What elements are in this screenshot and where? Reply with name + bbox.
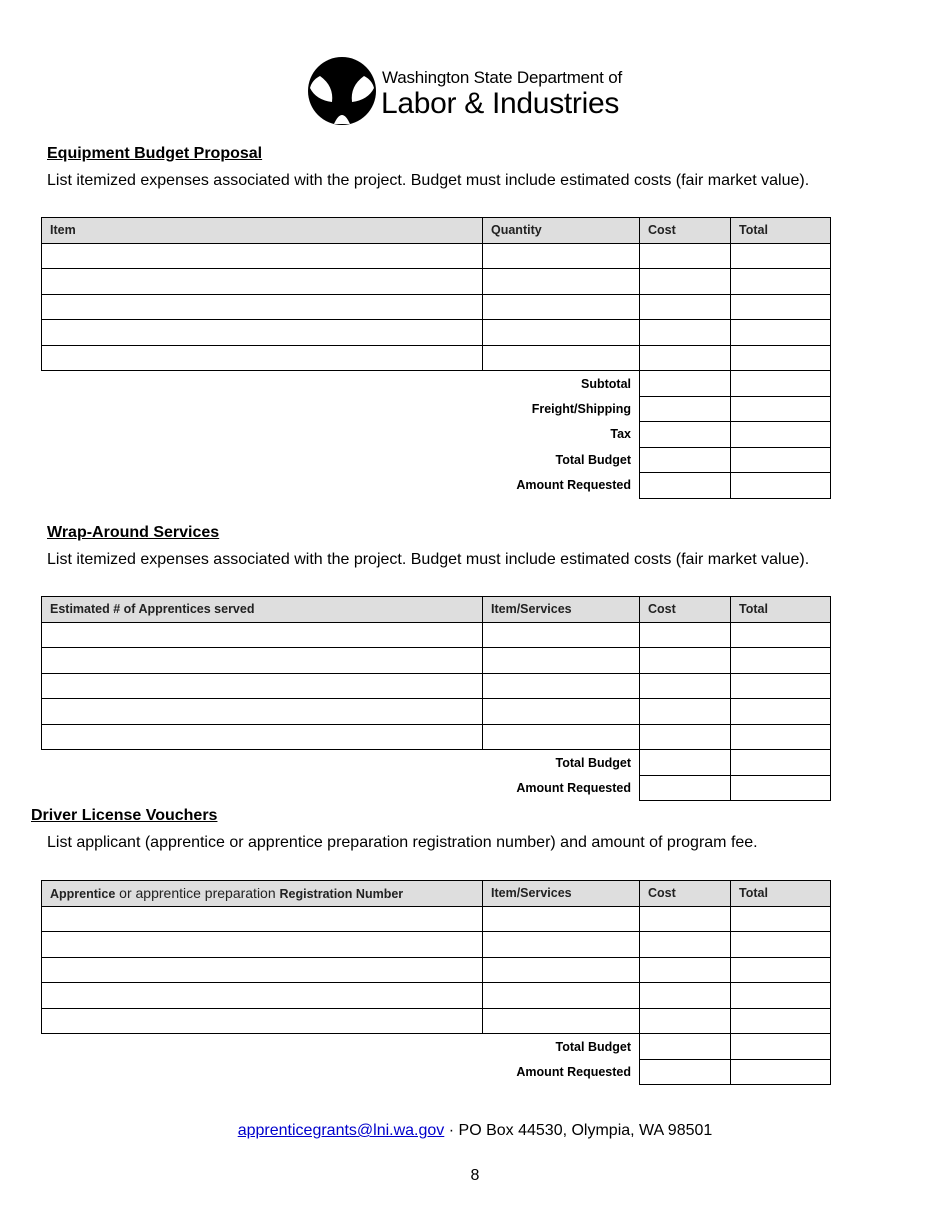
- total-cell[interactable]: [731, 422, 831, 448]
- registration-cell[interactable]: [42, 1008, 483, 1034]
- header-part: Registration Number: [279, 887, 404, 902]
- cost-cell[interactable]: [640, 775, 731, 801]
- quantity-cell[interactable]: [483, 320, 640, 346]
- equipment-budget-instructions: List itemized expenses associated with the project. Budget must include estimated costs (fair market value).: [47, 172, 810, 189]
- cost-cell[interactable]: [640, 320, 731, 346]
- cost-cell[interactable]: [640, 345, 731, 371]
- table-row: [42, 673, 831, 699]
- cost-cell[interactable]: [640, 1059, 731, 1085]
- summary-row: [42, 750, 831, 776]
- lni-logo: [306, 56, 623, 126]
- column-header-item-services: Item/Services: [483, 597, 640, 623]
- item-services-cell[interactable]: [483, 673, 640, 699]
- quantity-cell[interactable]: [483, 294, 640, 320]
- cost-cell[interactable]: [640, 906, 731, 932]
- column-header-item: Item: [42, 218, 483, 244]
- cost-cell[interactable]: [640, 371, 731, 397]
- item-services-cell[interactable]: [483, 699, 640, 725]
- table-row: [42, 243, 831, 269]
- item-services-cell[interactable]: [483, 957, 640, 983]
- cost-cell[interactable]: [640, 724, 731, 750]
- total-cell[interactable]: [731, 447, 831, 473]
- item-cell[interactable]: [42, 269, 483, 295]
- equipment-budget-title: Equipment Budget Proposal: [47, 145, 263, 162]
- column-header-registration-number: [42, 881, 483, 907]
- total-cell[interactable]: [731, 1034, 831, 1060]
- summary-row: [42, 371, 831, 397]
- table-header-row: [42, 881, 831, 907]
- cost-cell[interactable]: [640, 447, 731, 473]
- cost-cell[interactable]: [640, 294, 731, 320]
- wrap-around-title: Wrap-Around Services: [47, 524, 220, 541]
- item-services-cell[interactable]: [483, 906, 640, 932]
- total-cell[interactable]: [731, 269, 831, 295]
- apprentices-cell[interactable]: [42, 673, 483, 699]
- item-services-cell[interactable]: [483, 1008, 640, 1034]
- total-cell[interactable]: [731, 724, 831, 750]
- total-cell[interactable]: [731, 699, 831, 725]
- footer-contact: [0, 1122, 950, 1140]
- summary-row: [42, 396, 831, 422]
- cost-cell[interactable]: [640, 622, 731, 648]
- column-header-cost: Cost: [640, 597, 731, 623]
- item-cell[interactable]: [42, 243, 483, 269]
- table-row: [42, 932, 831, 958]
- total-cell[interactable]: [731, 750, 831, 776]
- summary-label-amount-requested: Amount Requested: [516, 478, 631, 493]
- cost-cell[interactable]: [640, 396, 731, 422]
- summary-row: [42, 422, 831, 448]
- registration-cell[interactable]: [42, 906, 483, 932]
- cost-cell[interactable]: [640, 269, 731, 295]
- item-services-cell[interactable]: [483, 724, 640, 750]
- registration-cell[interactable]: [42, 932, 483, 958]
- logo-line1: Washington State Department of: [382, 68, 623, 87]
- driver-license-table: [41, 880, 831, 1085]
- wrap-around-table: [41, 596, 831, 801]
- summary-row: [42, 473, 831, 499]
- cost-cell[interactable]: [640, 750, 731, 776]
- equipment-budget-table: [41, 217, 831, 499]
- column-header-cost: Cost: [640, 218, 731, 244]
- apprentices-cell[interactable]: [42, 699, 483, 725]
- logo-line2: Labor & Industries: [381, 87, 620, 120]
- summary-row: [42, 1059, 831, 1085]
- header-part: Apprentice: [50, 887, 116, 902]
- cost-cell[interactable]: [640, 1008, 731, 1034]
- table-row: [42, 320, 831, 346]
- total-cell[interactable]: [731, 673, 831, 699]
- column-header-apprentices-served: Estimated # of Apprentices served: [42, 597, 483, 623]
- cost-cell[interactable]: [640, 699, 731, 725]
- cost-cell[interactable]: [640, 243, 731, 269]
- total-cell[interactable]: [731, 775, 831, 801]
- table-row: [42, 699, 831, 725]
- cost-cell[interactable]: [640, 422, 731, 448]
- apprentices-cell[interactable]: [42, 622, 483, 648]
- summary-label-amount-requested: Amount Requested: [516, 1064, 631, 1079]
- table-row: [42, 724, 831, 750]
- total-cell[interactable]: [731, 371, 831, 397]
- total-cell[interactable]: [731, 345, 831, 371]
- cost-cell[interactable]: [640, 473, 731, 499]
- total-cell[interactable]: [731, 622, 831, 648]
- item-cell[interactable]: [42, 345, 483, 371]
- page-number: 8: [470, 1167, 480, 1184]
- column-header-total: Total: [731, 881, 831, 907]
- table-row: [42, 906, 831, 932]
- summary-label-amount-requested: Amount Requested: [516, 780, 631, 795]
- cost-cell[interactable]: [640, 957, 731, 983]
- summary-row: [42, 775, 831, 801]
- total-cell[interactable]: [731, 320, 831, 346]
- registration-cell[interactable]: [42, 957, 483, 983]
- table-row: [42, 648, 831, 674]
- column-header-total: Total: [731, 597, 831, 623]
- item-services-cell[interactable]: [483, 648, 640, 674]
- driver-license-title: Driver License Vouchers: [31, 807, 218, 824]
- item-cell[interactable]: [42, 294, 483, 320]
- item-services-cell[interactable]: [483, 622, 640, 648]
- table-header-row: [42, 218, 831, 244]
- driver-license-instructions: List applicant (apprentice or apprentice preparation registration number) and amount of program fee.: [47, 834, 758, 851]
- summary-label-subtotal: Subtotal: [581, 376, 631, 391]
- lni-logo-icon: [306, 56, 378, 126]
- cost-cell[interactable]: [640, 1034, 731, 1060]
- apprentices-cell[interactable]: [42, 648, 483, 674]
- total-cell[interactable]: [731, 396, 831, 422]
- summary-label-total-budget: Total Budget: [555, 452, 631, 467]
- summary-label-tax: Tax: [610, 427, 631, 442]
- header-part: or apprentice preparation: [115, 885, 280, 902]
- item-services-cell[interactable]: [483, 983, 640, 1009]
- total-cell[interactable]: [731, 1008, 831, 1034]
- summary-label-total-budget: Total Budget: [555, 1039, 631, 1054]
- email-link[interactable]: apprenticegrants@lni.wa.gov: [237, 1122, 445, 1139]
- table-row: [42, 622, 831, 648]
- total-cell[interactable]: [731, 473, 831, 499]
- summary-row: [42, 447, 831, 473]
- item-cell[interactable]: [42, 320, 483, 346]
- cost-cell[interactable]: [640, 673, 731, 699]
- cost-cell[interactable]: [640, 983, 731, 1009]
- wrap-around-instructions: List itemized expenses associated with the project. Budget must include estimated costs (fair market value).: [47, 551, 810, 568]
- table-row: [42, 345, 831, 371]
- total-cell[interactable]: [731, 957, 831, 983]
- column-header-item-services: Item/Services: [483, 881, 640, 907]
- table-row: [42, 294, 831, 320]
- apprentices-cell[interactable]: [42, 724, 483, 750]
- total-cell[interactable]: [731, 648, 831, 674]
- table-row: [42, 1008, 831, 1034]
- table-row: [42, 269, 831, 295]
- quantity-cell[interactable]: [483, 269, 640, 295]
- cost-cell[interactable]: [640, 648, 731, 674]
- summary-label-total-budget: Total Budget: [555, 755, 631, 770]
- column-header-cost: Cost: [640, 881, 731, 907]
- registration-cell[interactable]: [42, 983, 483, 1009]
- summary-label-freight: Freight/Shipping: [531, 401, 631, 416]
- total-cell[interactable]: [731, 294, 831, 320]
- summary-row: [42, 1034, 831, 1060]
- total-cell[interactable]: [731, 932, 831, 958]
- table-row: [42, 957, 831, 983]
- column-header-quantity: Quantity: [483, 218, 640, 244]
- total-cell[interactable]: [731, 983, 831, 1009]
- item-services-cell[interactable]: [483, 932, 640, 958]
- quantity-cell[interactable]: [483, 243, 640, 269]
- mailing-address: · PO Box 44530, Olympia, WA 98501: [444, 1122, 713, 1139]
- total-cell[interactable]: [731, 1059, 831, 1085]
- quantity-cell[interactable]: [483, 345, 640, 371]
- table-header-row: [42, 597, 831, 623]
- column-header-total: Total: [731, 218, 831, 244]
- table-row: [42, 983, 831, 1009]
- total-cell[interactable]: [731, 906, 831, 932]
- cost-cell[interactable]: [640, 932, 731, 958]
- total-cell[interactable]: [731, 243, 831, 269]
